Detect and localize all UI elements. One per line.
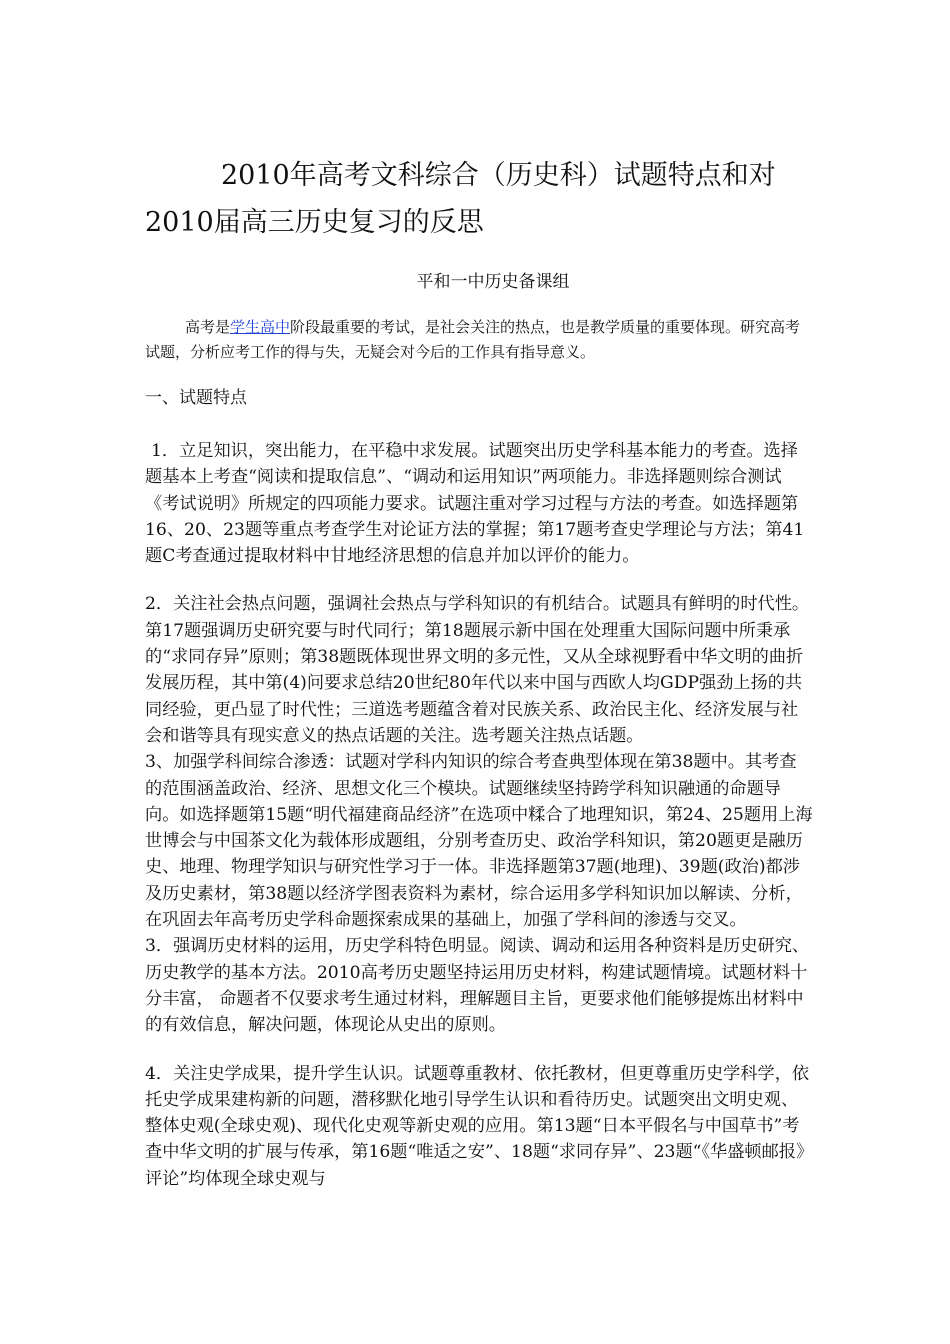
paragraph-1: 1．立足知识，突出能力，在平稳中求发展。试题突出历史学科基本能力的考查。选择题基本上考查“阅读和提取信息”、“调动和运用知识”两项能力。非选择题则综合测试《考试说明》所规定的四项能力要求。试题注重对学习过程与方法的考查。如选择题第16、20、23题等重点考查学生对论证方法的掌握；第17题考查史学理论与方法；第41题C考查通过提取材料中甘地经济思想的信息并加以评价的能力。 [145, 441, 805, 567]
intro-link[interactable]: 学生高中 [230, 318, 291, 336]
author-name: 平和一中历史备课组 [416, 272, 570, 292]
intro-paragraph [145, 315, 813, 365]
paragraph-gap [145, 1039, 813, 1061]
paragraph-gap [145, 569, 813, 591]
document-body [145, 315, 813, 1192]
paragraph-4: 3．强调历史材料的运用，历史学科特色明显。阅读、调动和运用各种资料是历史研究、历史教学的基本方法。2010高考历史题坚持运用历史材料，构建试题情境。试题材料十分丰富， 命题者不仅要求考生通过材料，理解题目主旨，更要求他们能够提炼出材料中的有效信息，解决问题，体现论从史出的原则。 [145, 936, 810, 1036]
intro-text-after-link: 阶段最重要的考试，是社会关注的热点，也是教学质量的重要体现。研究高考试题，分析应考工作的得与失，无疑会对今后的工作具有指导意义。 [145, 318, 801, 361]
author-line [145, 270, 665, 294]
paragraph-2: 2．关注社会热点问题，强调社会热点与学科知识的有机结合。试题具有鲜明的时代性。第17题强调历史研究要与时代同行；第18题展示新中国在处理重大国际问题中所秉承的“求同存异”原则；第38题既体现世界文明的多元性，又从全球视野看中华文明的曲折发展历程，其中第(4)问要求总结20世纪80年代以来中国与西欧人均GDP强劲上扬的共同经验，更凸显了时代性；三道选考题蕴含着对民族关系、政治民主化、经济发展与社会和谐等具有现实意义的热点话题的关注。选考题关注热点话题。 [145, 594, 810, 746]
paragraph-5: 4．关注史学成果，提升学生认识。试题尊重教材、依托教材，但更尊重历史学科学，依托史学成果建构新的问题，潜移默化地引导学生认识和看待历史。试题突出文明史观、整体史观(全球史观)、现代化史观等新史观的应用。第13题“日本平假名与中国草书”考查中华文明的扩展与传承，第16题“唯适之安”、18题“求同存异”、23题“《华盛顿邮报》评论”均体现全球史观与 [145, 1063, 810, 1189]
section-heading: 一、试题特点 [145, 388, 247, 408]
paragraph-3: 3、加强学科间综合渗透：试题对学科内知识的综合考查典型体现在第38题中。其考查的范围涵盖政治、经济、思想文化三个模块。试题继续坚持跨学科知识融通的命题导向。如选择题第15题“明代福建商品经济”在选项中糅合了地理知识，第24、25题用上海世博会与中国茶文化为载体形成题组，分别考查历史、政治学科知识，第20题更是融历史、地理、物理学知识与研究性学习于一体。非选择题第37题(地理)、39题(政治)都涉及历史素材，第38题以经济学图表资料为素材，综合运用多学科知识加以解读、分析，在巩固去年高考历史学科命题探索成果的基础上，加强了学科间的渗透与交叉。 [145, 752, 813, 931]
intro-text-before-link: 高考是 [185, 318, 231, 336]
document-title: 2010年高考文科综合（历史科）试题特点和对2010届高三历史复习的反思 [145, 160, 776, 238]
